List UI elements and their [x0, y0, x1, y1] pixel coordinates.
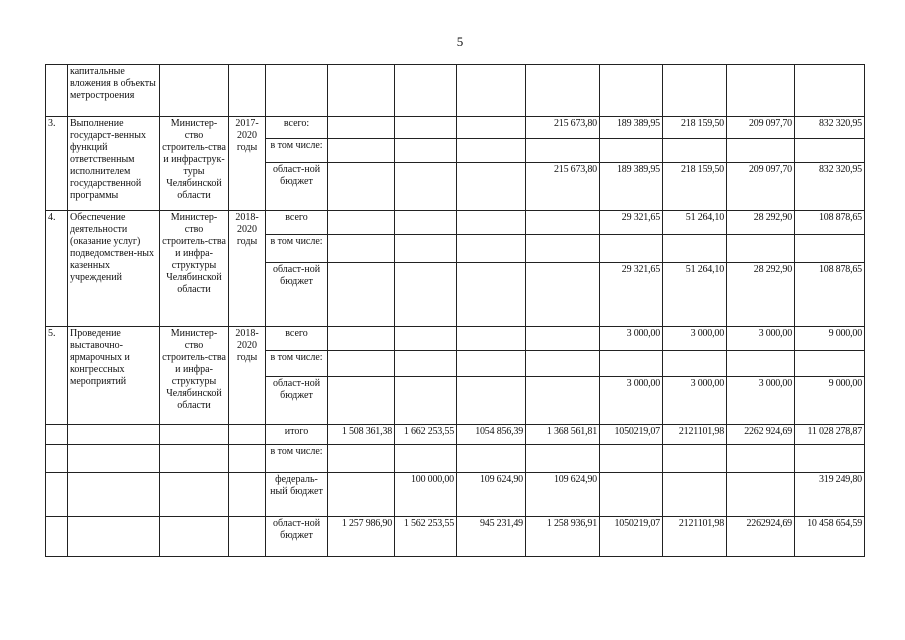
table-row [46, 117, 865, 139]
empty-cell [727, 65, 795, 117]
total-value-cell: 1054 856,39 [457, 425, 526, 445]
total-value-cell: 1050219,07 [600, 425, 663, 445]
total-value-cell [457, 445, 526, 473]
total-value-cell: 1 258 936,91 [526, 517, 600, 557]
funding-source-label: всего [266, 327, 328, 351]
value-cell [328, 235, 395, 263]
value-cell [795, 235, 865, 263]
executor-cell [160, 473, 229, 517]
value-cell: 832 320,95 [795, 117, 865, 139]
total-value-cell [328, 473, 395, 517]
total-value-cell: 2262 924,69 [727, 425, 795, 445]
value-cell [395, 211, 457, 235]
total-value-cell: 11 028 278,87 [795, 425, 865, 445]
value-cell: 189 389,95 [600, 163, 663, 211]
funding-source-label: федераль-ный бюджет [266, 473, 328, 517]
total-value-cell: 1 368 561,81 [526, 425, 600, 445]
total-value-cell: 319 249,80 [795, 473, 865, 517]
total-value-cell: 2121101,98 [663, 425, 727, 445]
total-value-cell: 100 000,00 [395, 473, 457, 517]
index-cell [46, 517, 68, 557]
table-row [46, 211, 865, 235]
value-cell [526, 377, 600, 425]
value-cell [457, 211, 526, 235]
value-cell [526, 351, 600, 377]
total-value-cell [727, 445, 795, 473]
total-value-cell: 109 624,90 [526, 473, 600, 517]
period-cell [229, 473, 266, 517]
empty-cell [160, 65, 229, 117]
total-value-cell [600, 445, 663, 473]
period-cell: 2018-2020 годы [229, 211, 266, 327]
item-name-cell [68, 473, 160, 517]
funding-source-label: в том числе: [266, 351, 328, 377]
value-cell [395, 163, 457, 211]
funding-source-label: в том числе: [266, 139, 328, 163]
total-value-cell [663, 473, 727, 517]
value-cell [395, 235, 457, 263]
value-cell: 9 000,00 [795, 327, 865, 351]
value-cell [663, 351, 727, 377]
value-cell [457, 351, 526, 377]
value-cell [457, 163, 526, 211]
table-body [46, 65, 865, 557]
total-value-cell [328, 445, 395, 473]
total-value-cell: 109 624,90 [457, 473, 526, 517]
value-cell [395, 263, 457, 327]
table-row [46, 425, 865, 445]
funding-source-label: област-ной бюджет [266, 163, 328, 211]
value-cell: 29 321,65 [600, 211, 663, 235]
total-value-cell [663, 445, 727, 473]
value-cell [457, 377, 526, 425]
value-cell [395, 139, 457, 163]
value-cell [328, 377, 395, 425]
value-cell: 28 292,90 [727, 263, 795, 327]
total-value-cell: 1 662 253,55 [395, 425, 457, 445]
value-cell [328, 211, 395, 235]
value-cell [727, 139, 795, 163]
value-cell [727, 235, 795, 263]
executor-cell [160, 517, 229, 557]
value-cell [526, 211, 600, 235]
item-name-cell: Проведение выставочно-ярмарочных и конгрессных мероприятий [68, 327, 160, 425]
total-value-cell: 2121101,98 [663, 517, 727, 557]
value-cell: 9 000,00 [795, 377, 865, 425]
item-name-cell: Выполнение государст-венных функций ответственным исполнителем государственной программы [68, 117, 160, 211]
value-cell [600, 351, 663, 377]
empty-cell [266, 65, 328, 117]
value-cell [457, 263, 526, 327]
value-cell [395, 351, 457, 377]
value-cell [727, 351, 795, 377]
value-cell [526, 327, 600, 351]
value-cell [457, 235, 526, 263]
value-cell: 218 159,50 [663, 163, 727, 211]
funding-source-label: в том числе: [266, 235, 328, 263]
value-cell [795, 139, 865, 163]
value-cell: 209 097,70 [727, 117, 795, 139]
funding-source-label: всего: [266, 117, 328, 139]
total-value-cell: 10 458 654,59 [795, 517, 865, 557]
index-cell: 4. [46, 211, 68, 327]
value-cell [395, 117, 457, 139]
executor-cell [160, 425, 229, 445]
value-cell: 29 321,65 [600, 263, 663, 327]
period-cell [229, 517, 266, 557]
executor-cell: Министер-ство строитель-ства и инфраструк-туры Челябинской области [160, 117, 229, 211]
value-cell: 215 673,80 [526, 117, 600, 139]
empty-cell [663, 65, 727, 117]
value-cell: 209 097,70 [727, 163, 795, 211]
value-cell [395, 377, 457, 425]
total-value-cell: 1 562 253,55 [395, 517, 457, 557]
value-cell [663, 235, 727, 263]
value-cell [795, 351, 865, 377]
value-cell: 51 264,10 [663, 211, 727, 235]
value-cell: 108 878,65 [795, 263, 865, 327]
total-value-cell [600, 473, 663, 517]
executor-cell [160, 445, 229, 473]
funding-source-label: всего [266, 211, 328, 235]
total-value-cell [727, 473, 795, 517]
value-cell: 3 000,00 [727, 377, 795, 425]
period-cell [229, 445, 266, 473]
value-cell [526, 263, 600, 327]
value-cell [328, 139, 395, 163]
total-value-cell: 945 231,49 [457, 517, 526, 557]
executor-cell: Министер-ство строитель-ства и инфра-структуры Челябинской области [160, 327, 229, 425]
empty-cell [457, 65, 526, 117]
value-cell: 3 000,00 [600, 377, 663, 425]
value-cell [526, 139, 600, 163]
page-number: 5 [456, 34, 464, 49]
total-value-cell: 2262924,69 [727, 517, 795, 557]
index-cell [46, 473, 68, 517]
value-cell [328, 117, 395, 139]
item-name-cell: Обеспечение деятельности (оказание услуг) подведомствен-ных казенных учреждений [68, 211, 160, 327]
total-value-cell [795, 445, 865, 473]
empty-cell [526, 65, 600, 117]
funding-source-label: в том числе: [266, 445, 328, 473]
budget-table [45, 64, 865, 557]
executor-cell: Министер-ство строитель-ства и инфра-структуры Челябинской области [160, 211, 229, 327]
index-cell [46, 65, 68, 117]
total-value-cell: 1050219,07 [600, 517, 663, 557]
empty-cell [395, 65, 457, 117]
value-cell [600, 139, 663, 163]
value-cell: 3 000,00 [663, 327, 727, 351]
item-name-cell [68, 445, 160, 473]
value-cell [457, 327, 526, 351]
value-cell [328, 351, 395, 377]
value-cell [663, 139, 727, 163]
empty-cell [229, 65, 266, 117]
table-row [46, 517, 865, 557]
value-cell: 215 673,80 [526, 163, 600, 211]
funding-source-label: област-ной бюджет [266, 377, 328, 425]
value-cell [395, 327, 457, 351]
empty-cell [328, 65, 395, 117]
index-cell: 3. [46, 117, 68, 211]
value-cell: 3 000,00 [600, 327, 663, 351]
value-cell [457, 117, 526, 139]
value-cell [526, 235, 600, 263]
value-cell: 3 000,00 [663, 377, 727, 425]
total-value-cell: 1 257 986,90 [328, 517, 395, 557]
funding-source-label: итого [266, 425, 328, 445]
funding-source-label: област-ной бюджет [266, 517, 328, 557]
empty-cell [600, 65, 663, 117]
value-cell: 218 159,50 [663, 117, 727, 139]
total-value-cell [526, 445, 600, 473]
value-cell [328, 263, 395, 327]
empty-cell [795, 65, 865, 117]
table-row [46, 473, 865, 517]
value-cell: 3 000,00 [727, 327, 795, 351]
value-cell: 832 320,95 [795, 163, 865, 211]
value-cell: 189 389,95 [600, 117, 663, 139]
index-cell: 5. [46, 327, 68, 425]
total-value-cell: 1 508 361,38 [328, 425, 395, 445]
total-value-cell [395, 445, 457, 473]
table-row [46, 445, 865, 473]
item-name-cell: капитальные вложения в объекты метростроения [68, 65, 160, 117]
period-cell: 2018-2020 годы [229, 327, 266, 425]
value-cell [457, 139, 526, 163]
index-cell [46, 425, 68, 445]
item-name-cell [68, 425, 160, 445]
item-name-cell [68, 517, 160, 557]
period-cell: 2017-2020 годы [229, 117, 266, 211]
value-cell [600, 235, 663, 263]
index-cell [46, 445, 68, 473]
table-row [46, 65, 865, 117]
funding-source-label: област-ной бюджет [266, 263, 328, 327]
value-cell [328, 163, 395, 211]
value-cell: 28 292,90 [727, 211, 795, 235]
value-cell: 51 264,10 [663, 263, 727, 327]
period-cell [229, 425, 266, 445]
value-cell: 108 878,65 [795, 211, 865, 235]
value-cell [328, 327, 395, 351]
table-row [46, 327, 865, 351]
